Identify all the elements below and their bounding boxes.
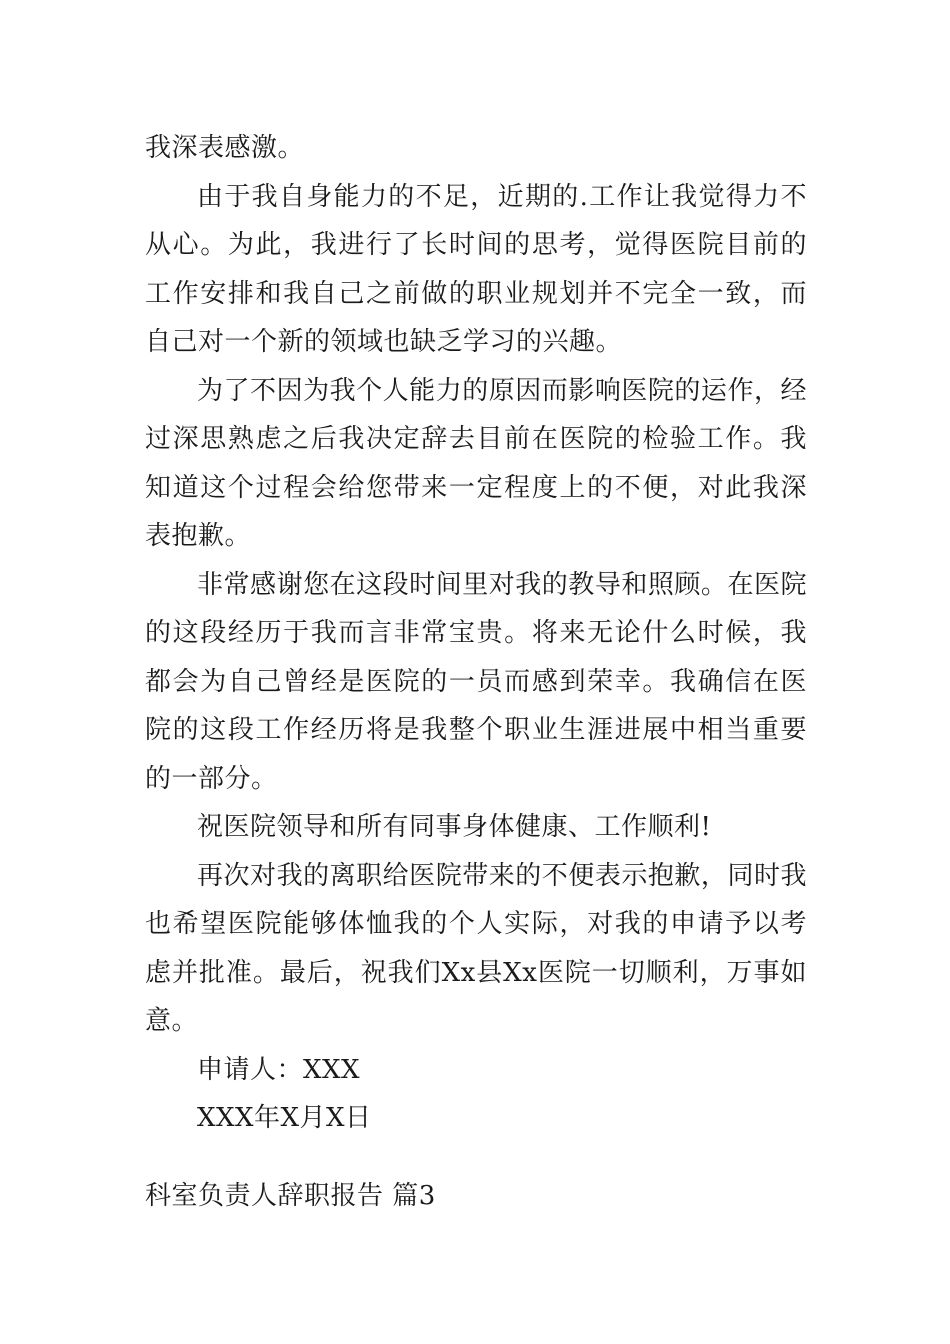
paragraph-gratitude: 非常感谢您在这段时间里对我的教导和照顾。在医院的这段经历于我而言非常宝贵。将来无论什么时候，我都会为自己曾经是医院的一员而感到荣幸。我确信在医院的这段工作经历将是我整个职业生涯进展中相当重要的一部分。 bbox=[145, 569, 807, 794]
paragraph-decision: 为了不因为我个人能力的原因而影响医院的运作，经过深思熟虑之后我决定辞去目前在医院的检验工作。我知道这个过程会给您带来一定程度上的不便，对此我深表抱歉。 bbox=[145, 375, 807, 551]
applicant-line: 申请人：XXX bbox=[197, 1054, 361, 1085]
date-line: XXX年X月X日 bbox=[197, 1103, 372, 1133]
letter-body bbox=[145, 124, 807, 1143]
paragraph-ability: 由于我自身能力的不足，近期的.工作让我觉得力不从心。为此，我进行了长时间的思考，觉得医院目前的工作安排和我自己之前做的职业规划并不完全一致，而自己对一个新的领域也缺乏学习的兴趣。 bbox=[145, 181, 807, 357]
paragraph-wishes: 祝医院领导和所有同事身体健康、工作顺利! bbox=[197, 812, 712, 842]
next-section-title: 科室负责人辞职报告 篇3 bbox=[145, 1181, 436, 1211]
paragraph-continuation: 我深表感激。 bbox=[145, 133, 305, 163]
paragraph-closing: 再次对我的离职给医院带来的不便表示抱歉，同时我也希望医院能够体恤我的个人实际，对我的申请予以考虑并批准。最后，祝我们Xx县Xx医院一切顺利，万事如意。 bbox=[145, 860, 807, 1036]
